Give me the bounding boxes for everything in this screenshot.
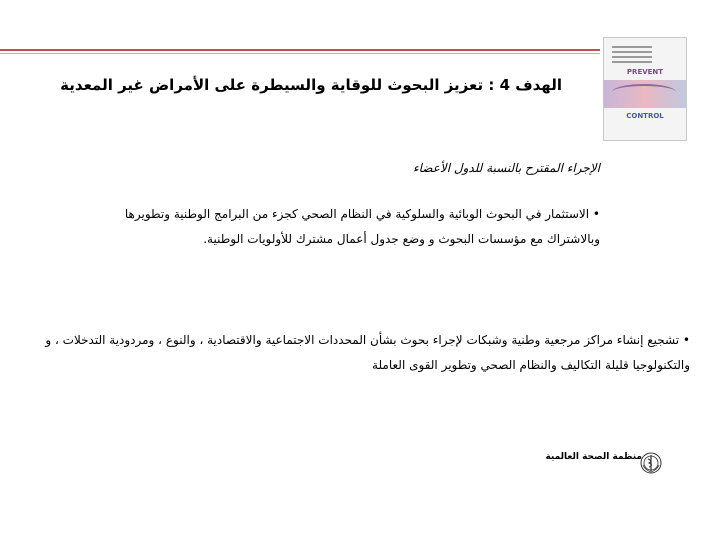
cover-text-lines [612, 46, 652, 66]
bullet-item-2: • تشجيع إنشاء مراكز مرجعية وطنية وشبكات لإجراء بحوث بشأن المحددات الاجتماعية والاقتصادية ، والنوع ، ومردودية التدخلات ، و والتكنولوجيا قليلة التكاليف والنظام الصحي وتطوير القوى العاملة [45, 333, 690, 372]
report-cover-thumbnail [603, 37, 687, 141]
slide-title: الهدف 4 : تعزيز البحوث للوقاية والسيطرة على الأمراض غير المعدية [60, 76, 562, 94]
footer-organization: منظمة الصحة العالمية [545, 452, 642, 462]
who-emblem-icon [640, 452, 662, 474]
subheading: الإجراء المقترح بالنسبة للدول الأعضاء [413, 161, 600, 175]
cover-word-prevent: PREVENT [626, 68, 664, 76]
header-rule-thin [0, 53, 600, 54]
bullet-item-1: • الاستثمار في البحوث الوبائية والسلوكية في النظام الصحي كجزء من البرامج الوطنية وتطويرها وبالاشتراك مع مؤسسات البحوث و وضع جدول أعمال مشترك للأولويات الوطنية. [124, 207, 600, 246]
cover-word-control: CONTROL [626, 112, 664, 120]
header-rule [0, 49, 600, 51]
cover-swoosh [612, 84, 676, 100]
